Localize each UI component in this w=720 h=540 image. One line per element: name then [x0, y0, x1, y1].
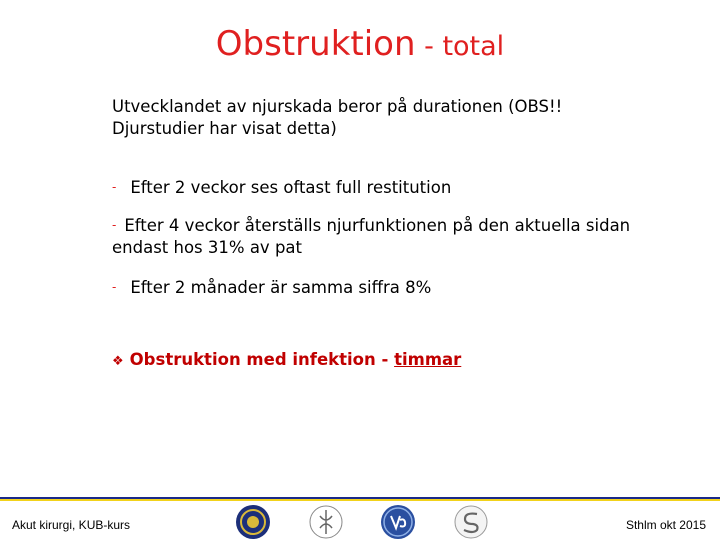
- slide-title: [0, 24, 720, 64]
- bullet-3-text: Efter 2 månader är samma siffra 8%: [130, 278, 432, 297]
- diamond-icon: ❖: [112, 353, 124, 369]
- dash-icon: -: [112, 218, 117, 232]
- swirl-logo-icon: [453, 504, 489, 540]
- bullet-1-text: Efter 2 veckor ses oftast full restitution: [130, 178, 452, 197]
- footer-rule-yellow: [0, 499, 720, 501]
- bullet-2: [112, 214, 632, 259]
- slide-body: [112, 96, 652, 369]
- bullet-3: [112, 276, 431, 299]
- crest-logo-icon: [308, 504, 344, 540]
- infection-bullet: [112, 349, 461, 373]
- bullet-1: [112, 176, 451, 199]
- bullet-2-text: Efter 4 veckor återställs njurfunktionen på den aktuella sidan endast hos 31% av pat: [112, 216, 631, 257]
- seal-logo-icon: [235, 504, 271, 540]
- monogram-logo-icon: [380, 504, 416, 540]
- footer-left-text: Akut kirurgi, KUB-kurs: [12, 518, 131, 532]
- dash-icon: -: [112, 280, 117, 294]
- infection-underlined: timmar: [394, 349, 462, 369]
- title-sub: - total: [415, 31, 505, 62]
- infection-text: Obstruktion med infektion -: [129, 349, 395, 369]
- intro-text: Utvecklandet av njurskada beror på durationen (OBS!! Djurstudier har visat detta): [112, 97, 563, 138]
- dash-icon: -: [112, 180, 117, 194]
- title-main: Obstruktion: [215, 24, 416, 64]
- footer-right-text: Sthlm okt 2015: [625, 518, 706, 532]
